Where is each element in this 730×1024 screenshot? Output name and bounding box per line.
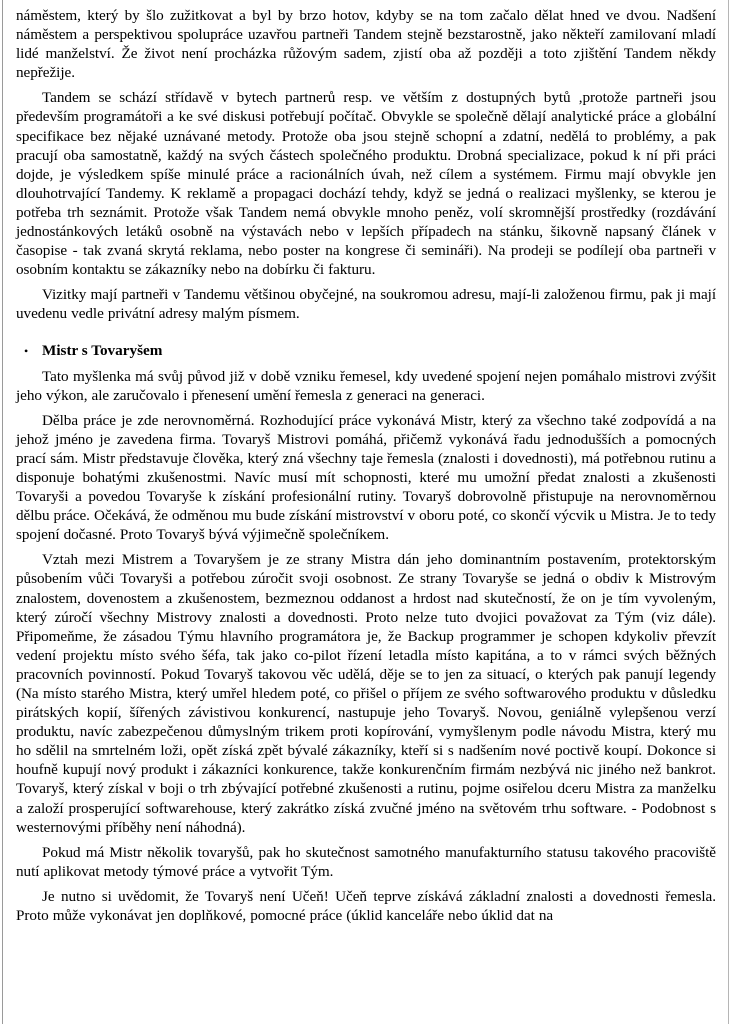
section-title: Mistr s Tovaryšem bbox=[42, 341, 163, 359]
paragraph-apprentice-note: Je nutno si uvědomit, že Tovaryš není Učeň! Učeň teprve získává základní znalosti a dovednosti řemesla. Proto může vykonávat jen doplňkové, pomocné práce (úklid kanceláře nebo úklid dat na bbox=[16, 887, 716, 925]
paragraph-relationship: Vztah mezi Mistrem a Tovaryšem je ze strany Mistra dán jeho dominantním postavením, protektorským působením vůči Tovaryši a potřebou zúročit svoji osobnost. Ze strany Tovaryše se jedná o obdiv k Mistrovým znalostem, dovenostem a zkušenostem, bezmeznou oddanost a hrdost nad skutečností, že on je tím vyvoleným, který zúročí všechny Mistrovy znalosti a dovednosti. Proto nelze tuto dvojici považovat za Tým (viz dále). Připomeňme, že zásadou Týmu hlavního programátora je, že Backup programmer je schopen kdykoliv převzít vedení projektu místo svého šéfa, tak jako co-pilot řízení letadla místo kapitána, a to v rámci svých běžných pracovních povinností. Pokud Tovaryš takovou věc udělá, děje se to jen za situací, o kterých pak panují legendy (Na místo starého Mistra, který umřel hledem poté, co přišel o příjem ze svého softwarového produktu v důsledku pirátských kopií, šířených závistivou konkurencí, nastupuje jeho Tovaryš. Novou, geniálně vylepšenou verzí produktu, navíc zabezpečenou důmyslným trikem proti kopírování, vymyšlenym podle návodu Mistra, který mu ho sdělil na smrtelném loži, opět získá zpět bývalé zákazníky, kteří si s nadšením nové poctivě koupí. Dokonce si houfně kupují nový produkt i zákazníci konkurence, takže konkurenčním firmám nezbývá nic jiného než bankrot. Tovaryš, který získal v boji o trh zbývající potřebné zkušenosti a rutinu, pojme osiřelou dceru Mistra za manželku a založí prosperující softwarehouse, který zakrátko získá zvučné jméno na světovém trhu software. - Podobnost s westernovými příběhy není náhodná). bbox=[16, 551, 716, 836]
section-spacer bbox=[16, 324, 716, 341]
paragraph-division-of-work: Dělba práce je zde nerovnoměrná. Rozhodující práce vykonává Mistr, který za všechno také zodpovídá a na jehož jméno je zavedena firma. Tovaryš Mistrovi pomáhá, přičemž vykonává řadu jednodušších a pomocných prací sám. Mistr představuje člověka, který zná všechny taje řemesla (znalosti i dovednosti), má potřebnou rutinu a disponuje bohatými zkušenostmi. Navíc musí mít schopnosti, které mu umožní předat znalosti a zkušenosti Tovaryši a povedou Tovaryše k získání profesionální rutiny. Tovaryš dobrovolně přistupuje na nerovnoměrnou dělbu práce. Očekává, že odměnou mu bude získání mistrovství v oboru poté, co skončí výcvik u Mistra. Je to tedy spojení dočasné. Proto Tovaryš bývá výjimečně společníkem. bbox=[16, 411, 716, 544]
paragraph-continuation: náměstem, který by šlo zužitkovat a byl by brzo hotov, kdyby se na tom začalo dělat hned ve dvou. Nadšení náměstem a perspektivou spolupráce uzavřou partneři Tandem stejně bezstarostně, jako někteří zamilovaní mladí lidé manželství. Že život není procházka růžovým sadem, zjistí oba až později a toto zjištění Tandem někdy nepřežije. bbox=[16, 7, 716, 82]
section-heading-bullet bbox=[16, 341, 716, 361]
paragraph-business-cards: Vizitky mají partneři v Tandemu většinou obyčejné, na soukromou adresu, mají-li založenou firmu, pak ji mají uvedenu vedle privátní adresy malým písmem. bbox=[16, 286, 716, 323]
paragraph-several-apprentices: Pokud má Mistr několik tovaryšů, pak ho skutečnost samotného manufakturního statusu takového pracoviště nutí aplikovat metody týmové práce a vytvořit Tým. bbox=[16, 843, 716, 880]
bullet-icon: • bbox=[24, 343, 29, 358]
page-left-border bbox=[2, 0, 3, 1024]
paragraph-tandem-meetings: Tandem se schází střídavě v bytech partnerů resp. ve větším z dostupných bytů ,protože partneři jsou především programátoři a ke své diskusi potřebují počítač. Obvykle se společně dělají analytické práce a globální specifikace bez nějaké uznávané metody. Protože oba jsou stejně schopní a zdatní, nedělá to problémy, a pak pracují oba samostatně, každý na svých částech společného produktu. Drobná specializace, pokud k ní při práci dojde, je výsledkem spíše minulé práce a racionálních úvah, než cílem a systémem. Firmu mají obvykle jen dlouhotrvající Tandemy. K reklamě a propagaci dochází tehdy, když se jedná o realizaci myšlenky, se kterou je potřeba trh seznámit. Protože však Tandem nemá obvykle mnoho peněz, volí skromnější prostředky (rozdávání jednostánkových letáků osobně na výstavách nebo v lepších případech na stánku, šikovně napsaný článek v časopise - tak zvaná skrytá reklama, nebo poster na kongrese či semináři). Na prodeji se podílejí oba partneři v osobním kontaktu se zákazníky nebo na dobírku či fakturu. bbox=[16, 89, 716, 279]
page-right-border bbox=[728, 0, 729, 1024]
paragraph-origin: Tato myšlenka má svůj původ již v době vzniku řemesel, kdy uvedené spojení nejen pomáhalo mistrovi zvýšit jeho výkon, ale zaručovalo i přenesení umění řemesla z generaci na generaci. bbox=[16, 367, 716, 404]
